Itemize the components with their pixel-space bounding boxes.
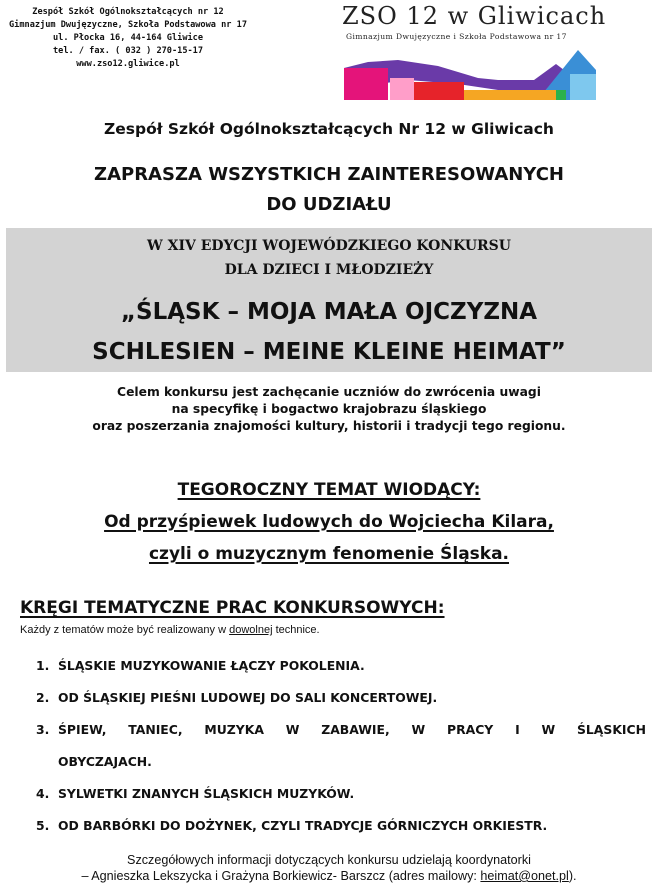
list-item-number: 5. — [36, 818, 50, 833]
list-item-text: ŚLĄSKIE MUZYKOWANIE ŁĄCZY POKOLENIA. — [58, 658, 365, 673]
address-line: Zespół Szkół Ogólnokształcących nr 12 — [32, 7, 224, 17]
theme-line-1: Od przyśpiewek ludowych do Wojciecha Kilara, — [104, 512, 554, 532]
info-line-1: Szczegółowych informacji dotyczących konkursu udzielają koordynatorki — [127, 853, 531, 867]
theme-line-2: czyli o muzycznym fenomenie Śląska. — [148, 544, 510, 564]
address-line: Gimnazjum Dwujęzyczne, Szkoła Podstawowa nr 17 — [9, 20, 247, 30]
logo-title: ZSO 12 w Gliwicach — [342, 2, 607, 30]
list-item-number: 3. — [36, 722, 50, 737]
goal-line-3: oraz poszerzania znajomości kultury, historii i tradycji tego regionu. — [92, 419, 566, 433]
list-item — [36, 810, 646, 842]
invitation-line-2: DO UDZIAŁU — [266, 194, 392, 215]
contest-goal — [0, 384, 658, 435]
invitation-line-1: ZAPRASZA WSZYSTKICH ZAINTERESOWANYCH — [94, 164, 564, 185]
edition-line-1: W XIV EDYCJI WOJEWÓDZKIEGO KONKURSU — [146, 238, 511, 254]
note-underlined: dowolnej — [229, 624, 273, 636]
edition-line-2: DLA DZIECI I MŁODZIEŻY — [224, 262, 434, 278]
website-link[interactable]: www.zso12.gliwice.pl — [76, 59, 180, 69]
goal-line-2: na specyfikę i bogactwo krajobrazu śląskiego — [171, 402, 487, 416]
edition-text — [0, 234, 658, 282]
email-link[interactable]: heimat@onet.pl — [480, 869, 569, 883]
invitation-text — [0, 160, 658, 220]
list-item-text: SYLWETKI ZNANYCH ŚLĄSKICH MUZYKÓW. — [58, 786, 355, 801]
list-item-text: OD BARBÓRKI DO DOŻYNEK, CZYLI TRADYCJE GÓRNICZYCH ORKIESTR. — [58, 818, 548, 833]
logo-orange-block — [464, 90, 556, 100]
theme-heading: TEGOROCZNY TEMAT WIODĄCY: — [177, 480, 481, 500]
info-line-2 — [0, 868, 658, 884]
leading-theme — [0, 474, 658, 570]
list-item — [36, 714, 646, 778]
list-item — [36, 650, 646, 682]
logo-pink-block — [390, 78, 414, 100]
thematic-circles-heading: KRĘGI TEMATYCZNE PRAC KONKURSOWYCH: — [20, 598, 445, 618]
coordinator-info — [0, 852, 658, 884]
logo-red-block — [414, 82, 464, 100]
list-item-number: 2. — [36, 690, 50, 705]
technique-note — [20, 624, 320, 636]
logo-subtitle: Gimnazjum Dwujęzyczne i Szkoła Podstawowa nr 17 — [346, 32, 567, 41]
logo-light-block — [570, 74, 596, 100]
note-text-end: technice. — [272, 624, 320, 636]
address-line: tel. / fax. ( 032 ) 270-15-17 — [52, 46, 204, 56]
contest-title-german: SCHLESIEN – MEINE KLEINE HEIMAT” — [92, 339, 566, 365]
note-text: Każdy z tematów może być realizowany w — [20, 624, 230, 636]
list-item-number: 1. — [36, 658, 50, 673]
school-address-block — [8, 6, 248, 71]
list-item-number: 4. — [36, 786, 50, 801]
info-closing: ). — [568, 869, 577, 883]
info-coordinators: – Agnieszka Lekszycka i Grażyna Borkiewicz- Barszcz (adres mailowy: — [81, 869, 481, 883]
thematic-list — [36, 650, 646, 842]
school-logo-icon — [338, 44, 623, 102]
list-item — [36, 682, 646, 714]
school-name: Zespół Szkół Ogólnokształcących Nr 12 w Gliwicach — [104, 120, 554, 138]
list-item-text: OD ŚLĄSKIEJ PIEŚNI LUDOWEJ DO SALI KONCERTOWEJ. — [58, 690, 438, 705]
logo-green-block — [556, 90, 566, 100]
address-line: ul. Płocka 16, 44-164 Gliwice — [52, 33, 204, 43]
contest-title-polish: „ŚLĄSK – MOJA MAŁA OJCZYZNA — [120, 299, 538, 325]
goal-line-1: Celem konkursu jest zachęcanie uczniów do zwrócenia uwagi — [117, 385, 541, 399]
list-item-text: ŚPIEW, TANIEC, MUZYKA W ZABAWIE, W PRACY I W ŚLĄSKICH OBYCZAJACH. — [58, 722, 646, 769]
logo-magenta-block — [344, 68, 388, 100]
contest-title — [0, 292, 658, 372]
list-item — [36, 778, 646, 810]
